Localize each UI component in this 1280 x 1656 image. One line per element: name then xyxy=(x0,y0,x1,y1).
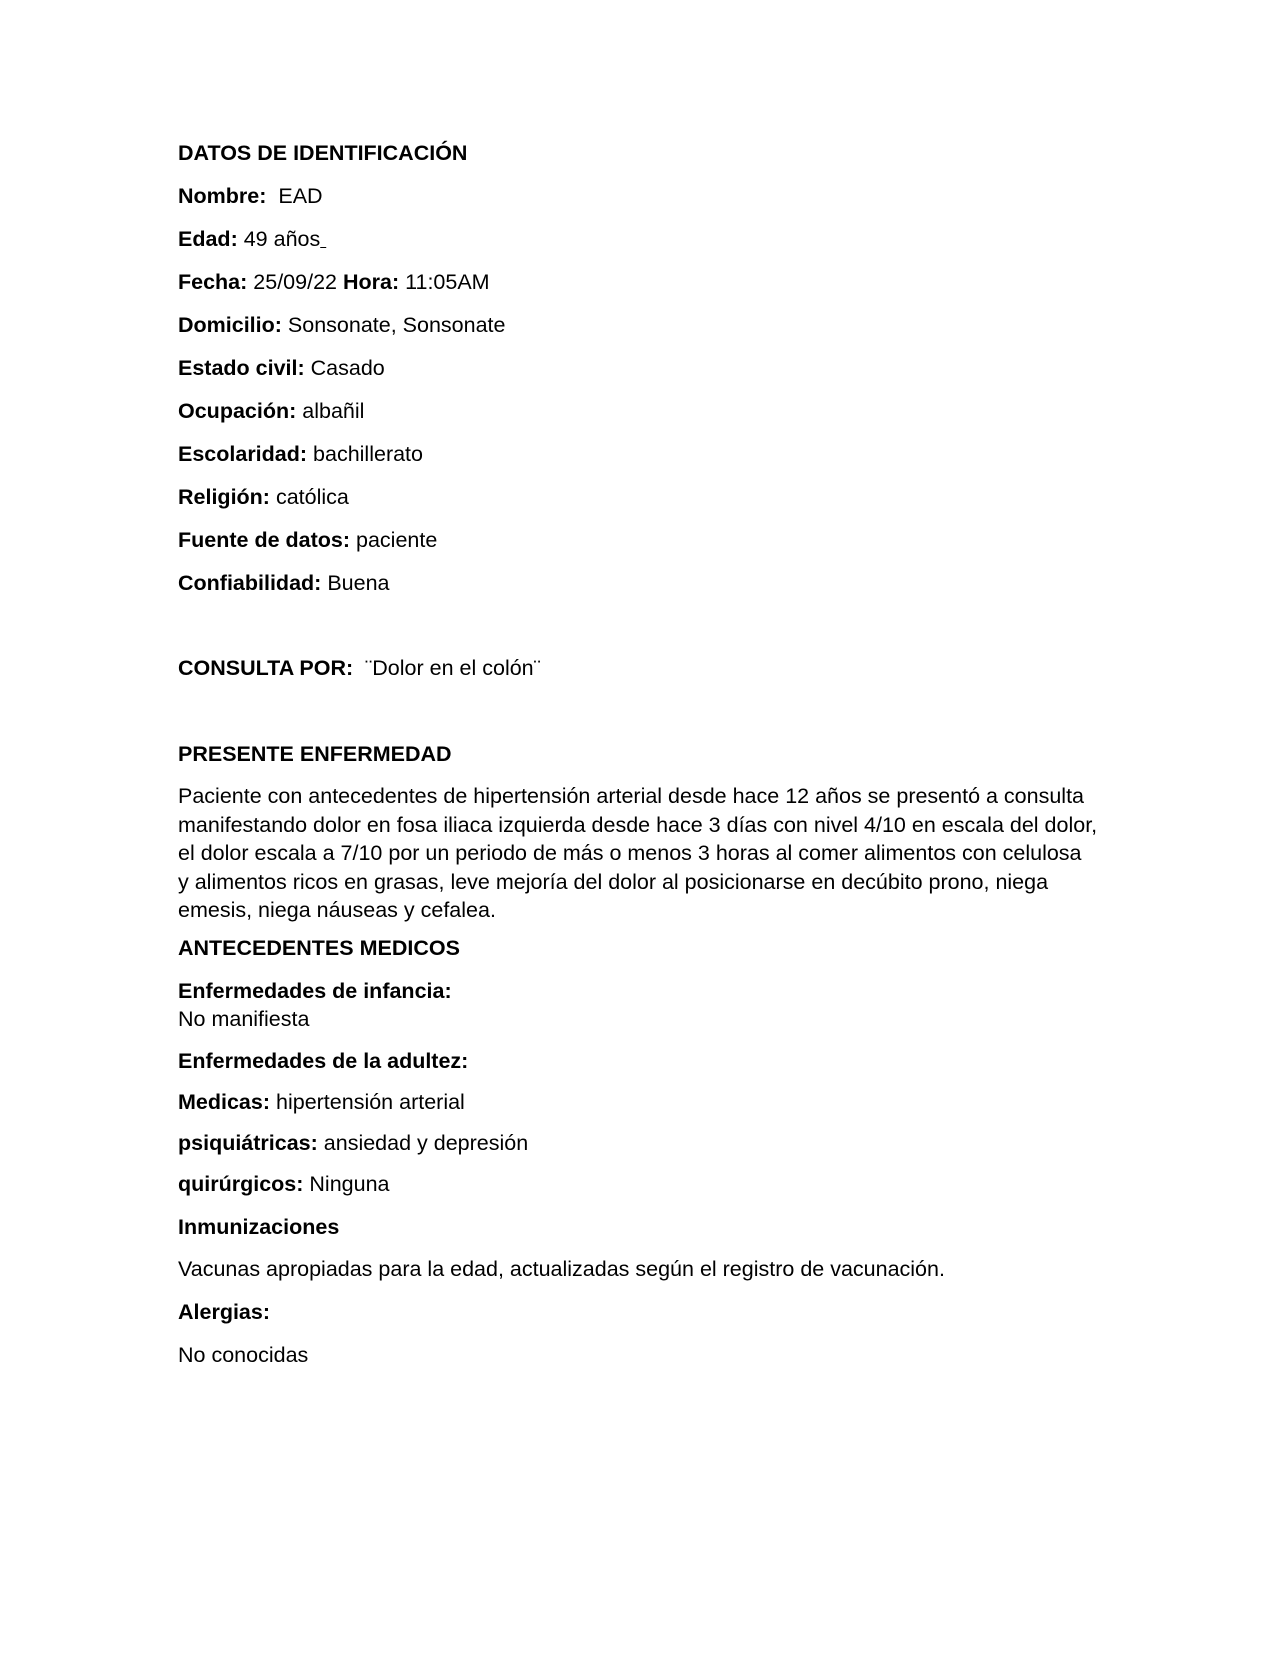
section-heading-antecedentes: ANTECEDENTES MEDICOS xyxy=(178,936,460,960)
field-label: Escolaridad: xyxy=(178,442,308,466)
alergias-value: No conocidas xyxy=(178,1343,309,1367)
field-value: ¨Dolor en el colón¨ xyxy=(365,656,541,680)
field-nombre xyxy=(178,182,323,210)
field-value: católica xyxy=(275,485,349,509)
field-value: albañil xyxy=(302,399,365,423)
presente-enfermedad-text: Paciente con antecedentes de hipertensión arterial desde hace 12 años se presentó a consulta manifestando dolor en fosa iliaca izquierda desde hace 3 días con nivel 4/10 en escala del dolor, el dolor escala a 7/10 por un periodo de más o menos 3 horas al comer alimentos con celulosa y alimentos ricos en grasas, leve mejoría del dolor al posicionarse en decúbito prono, niega emesis, niega náuseas y cefalea. xyxy=(178,784,1098,922)
inmunizaciones-value: Vacunas apropiadas para la edad, actualizadas según el registro de vacunación. xyxy=(178,1257,945,1281)
consulta-por xyxy=(178,654,541,682)
field-medicas xyxy=(178,1088,465,1116)
field-value: Sonsonate, Sonsonate xyxy=(287,313,506,337)
field-religion xyxy=(178,483,349,511)
field-value: Buena xyxy=(327,571,390,595)
field-value: 25/09/22 xyxy=(253,270,337,294)
field-label: CONSULTA POR: xyxy=(178,656,354,680)
field-label: Fecha: xyxy=(178,270,248,294)
field-label: Estado civil: xyxy=(178,356,305,380)
alergias-label: Alergias: xyxy=(178,1300,271,1324)
field-label: Edad: xyxy=(178,227,238,251)
field-label: Religión: xyxy=(178,485,270,509)
section-heading-presente-enfermedad: PRESENTE ENFERMEDAD xyxy=(178,742,452,766)
infancia-value: No manifiesta xyxy=(178,1007,310,1031)
field-value: EAD xyxy=(278,184,323,208)
field-fecha-hora xyxy=(178,268,490,296)
field-value: hipertensión arterial xyxy=(276,1090,465,1114)
field-value: Casado xyxy=(310,356,385,380)
field-value: 11:05AM xyxy=(405,270,490,294)
section-heading-identificacion: DATOS DE IDENTIFICACIÓN xyxy=(178,141,468,165)
underline-space xyxy=(320,227,326,251)
inmunizaciones-label: Inmunizaciones xyxy=(178,1215,340,1239)
field-confiabilidad xyxy=(178,569,389,597)
field-edad xyxy=(178,225,326,253)
field-value: ansiedad y depresión xyxy=(323,1131,529,1155)
field-label: Medicas: xyxy=(178,1090,271,1114)
field-psiquiatricas xyxy=(178,1129,528,1157)
field-estado-civil xyxy=(178,354,385,382)
field-value: paciente xyxy=(356,528,438,552)
field-label: quirúrgicos: xyxy=(178,1172,304,1196)
field-value: 49 años xyxy=(243,227,321,251)
field-value: Ninguna xyxy=(309,1172,390,1196)
field-label: psiquiátricas: xyxy=(178,1131,318,1155)
field-ocupacion xyxy=(178,397,364,425)
field-fuente-datos xyxy=(178,526,437,554)
field-value: bachillerato xyxy=(313,442,423,466)
field-label: Nombre: xyxy=(178,184,267,208)
field-label: Ocupación: xyxy=(178,399,297,423)
field-label: Domicilio: xyxy=(178,313,282,337)
adultez-label: Enfermedades de la adultez: xyxy=(178,1049,469,1073)
field-label: Fuente de datos: xyxy=(178,528,351,552)
field-label: Hora: xyxy=(342,270,400,294)
infancia-label: Enfermedades de infancia: xyxy=(178,979,452,1003)
field-quirurgicos xyxy=(178,1170,390,1198)
field-label: Confiabilidad: xyxy=(178,571,322,595)
field-domicilio xyxy=(178,311,505,339)
field-escolaridad xyxy=(178,440,423,468)
